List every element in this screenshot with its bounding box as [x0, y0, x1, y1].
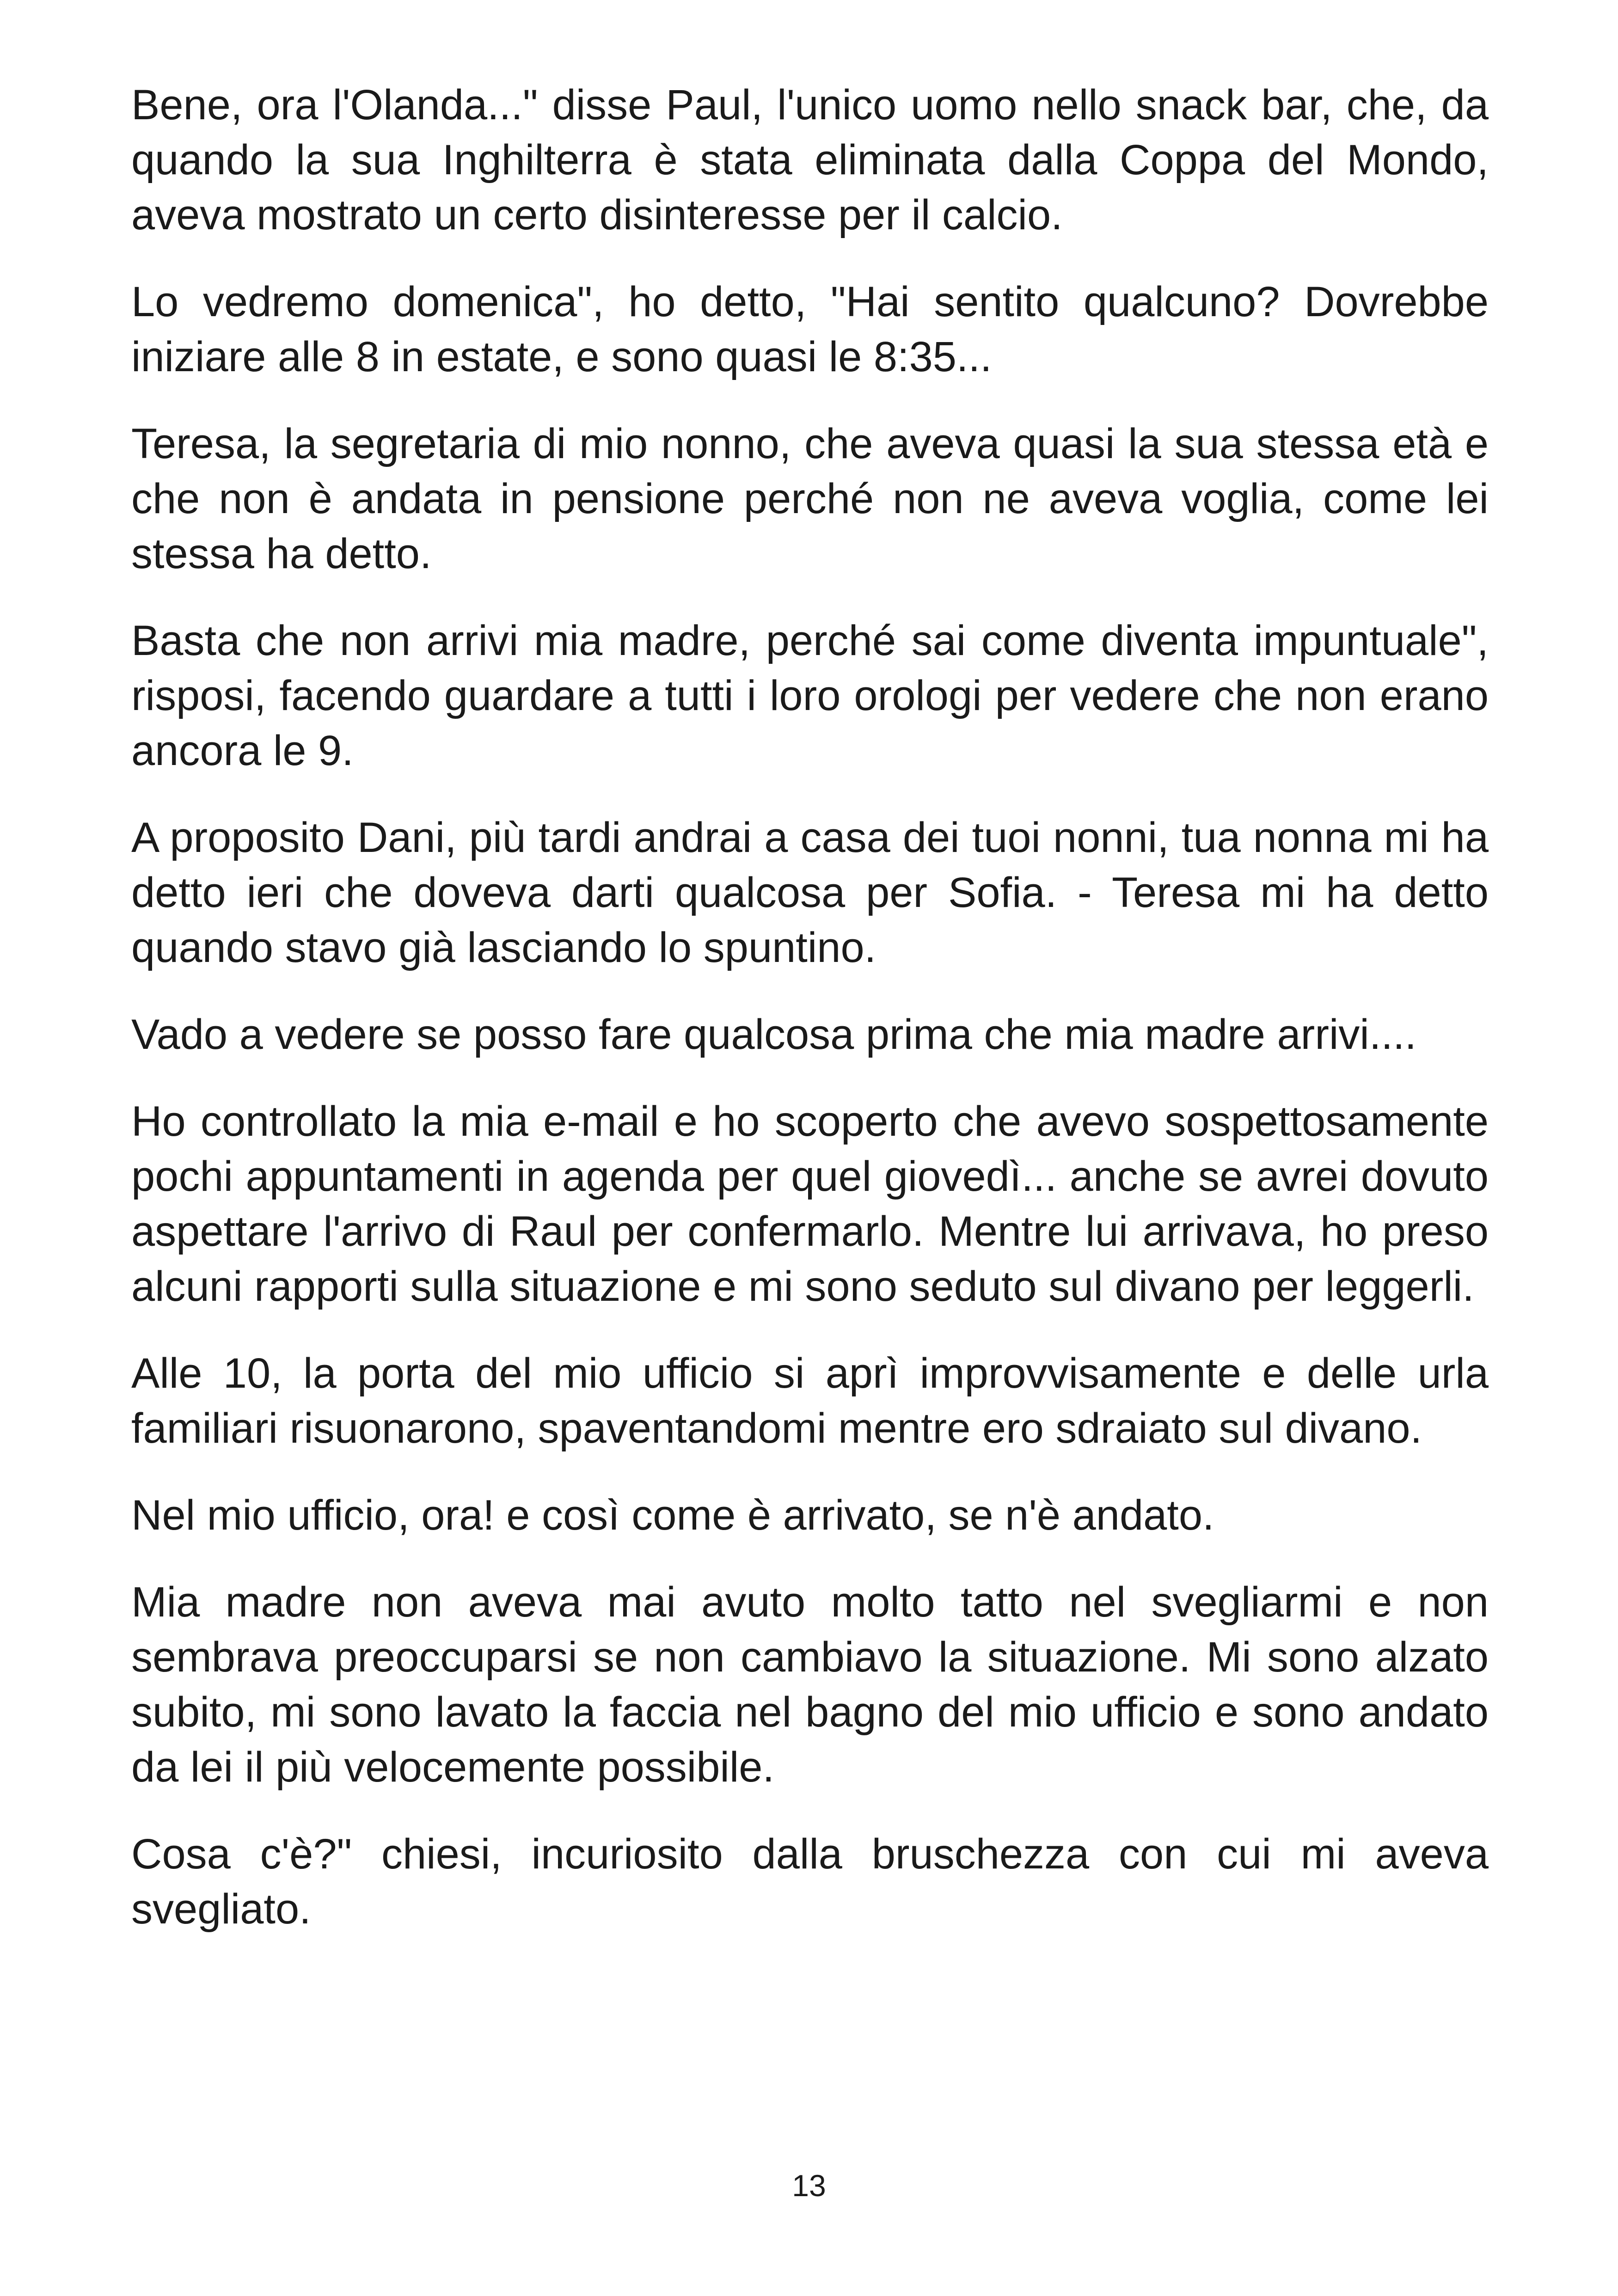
paragraph-6: Vado a vedere se posso fare qualcosa prima che mia madre arrivi....: [131, 1011, 1417, 1058]
paragraph-1: Bene, ora l'Olanda..." disse Paul, l'unico uomo nello snack bar, che, da quando la sua Inghilterra è stata eliminata dalla Coppa del Mondo, aveva mostrato un certo disinteresse per il calcio.: [131, 81, 1489, 239]
document-body: [131, 78, 1489, 1937]
paragraph-11: Cosa c'è?" chiesi, incuriosito dalla bruschezza con cui mi aveva svegliato.: [131, 1831, 1489, 1933]
paragraph-5: A proposito Dani, più tardi andrai a casa dei tuoi nonni, tua nonna mi ha detto ieri che doveva darti qualcosa per Sofia. - Teresa mi ha detto quando stavo già lasciando lo spuntino.: [131, 814, 1489, 971]
paragraph-7: Ho controllato la mia e-mail e ho scoperto che avevo sospettosamente pochi appuntamenti in agenda per quel giovedì... anche se avrei dovuto aspettare l'arrivo di Raul per confermarlo. Mentre lui arrivava, ho preso alcuni rapporti sulla situazione e mi sono seduto sul divano per leggerli.: [131, 1098, 1489, 1310]
paragraph-4: Basta che non arrivi mia madre, perché sai come diventa impuntuale", risposi, facendo guardare a tutti i loro orologi per vedere che non erano ancora le 9.: [131, 617, 1489, 774]
paragraph-3: Teresa, la segretaria di mio nonno, che aveva quasi la sua stessa età e che non è andata in pensione perché non ne aveva voglia, come lei stessa ha detto.: [131, 420, 1489, 577]
paragraph-2: Lo vedremo domenica", ho detto, "Hai sentito qualcuno? Dovrebbe iniziare alle 8 in estate, e sono quasi le 8:35...: [131, 278, 1489, 380]
paragraph-8: Alle 10, la porta del mio ufficio si aprì improvvisamente e delle urla familiari risuonarono, spaventandomi mentre ero sdraiato sul divano.: [131, 1350, 1489, 1452]
paragraph-9: Nel mio ufficio, ora! e così come è arrivato, se n'è andato.: [131, 1492, 1214, 1539]
paragraph-10: Mia madre non aveva mai avuto molto tatto nel svegliarmi e non sembrava preoccuparsi se non cambiavo la situazione. Mi sono alzato subito, mi sono lavato la faccia nel bagno del mio ufficio e sono andato da lei il più velocemente possibile.: [131, 1579, 1489, 1791]
page-number: 13: [792, 2168, 826, 2203]
